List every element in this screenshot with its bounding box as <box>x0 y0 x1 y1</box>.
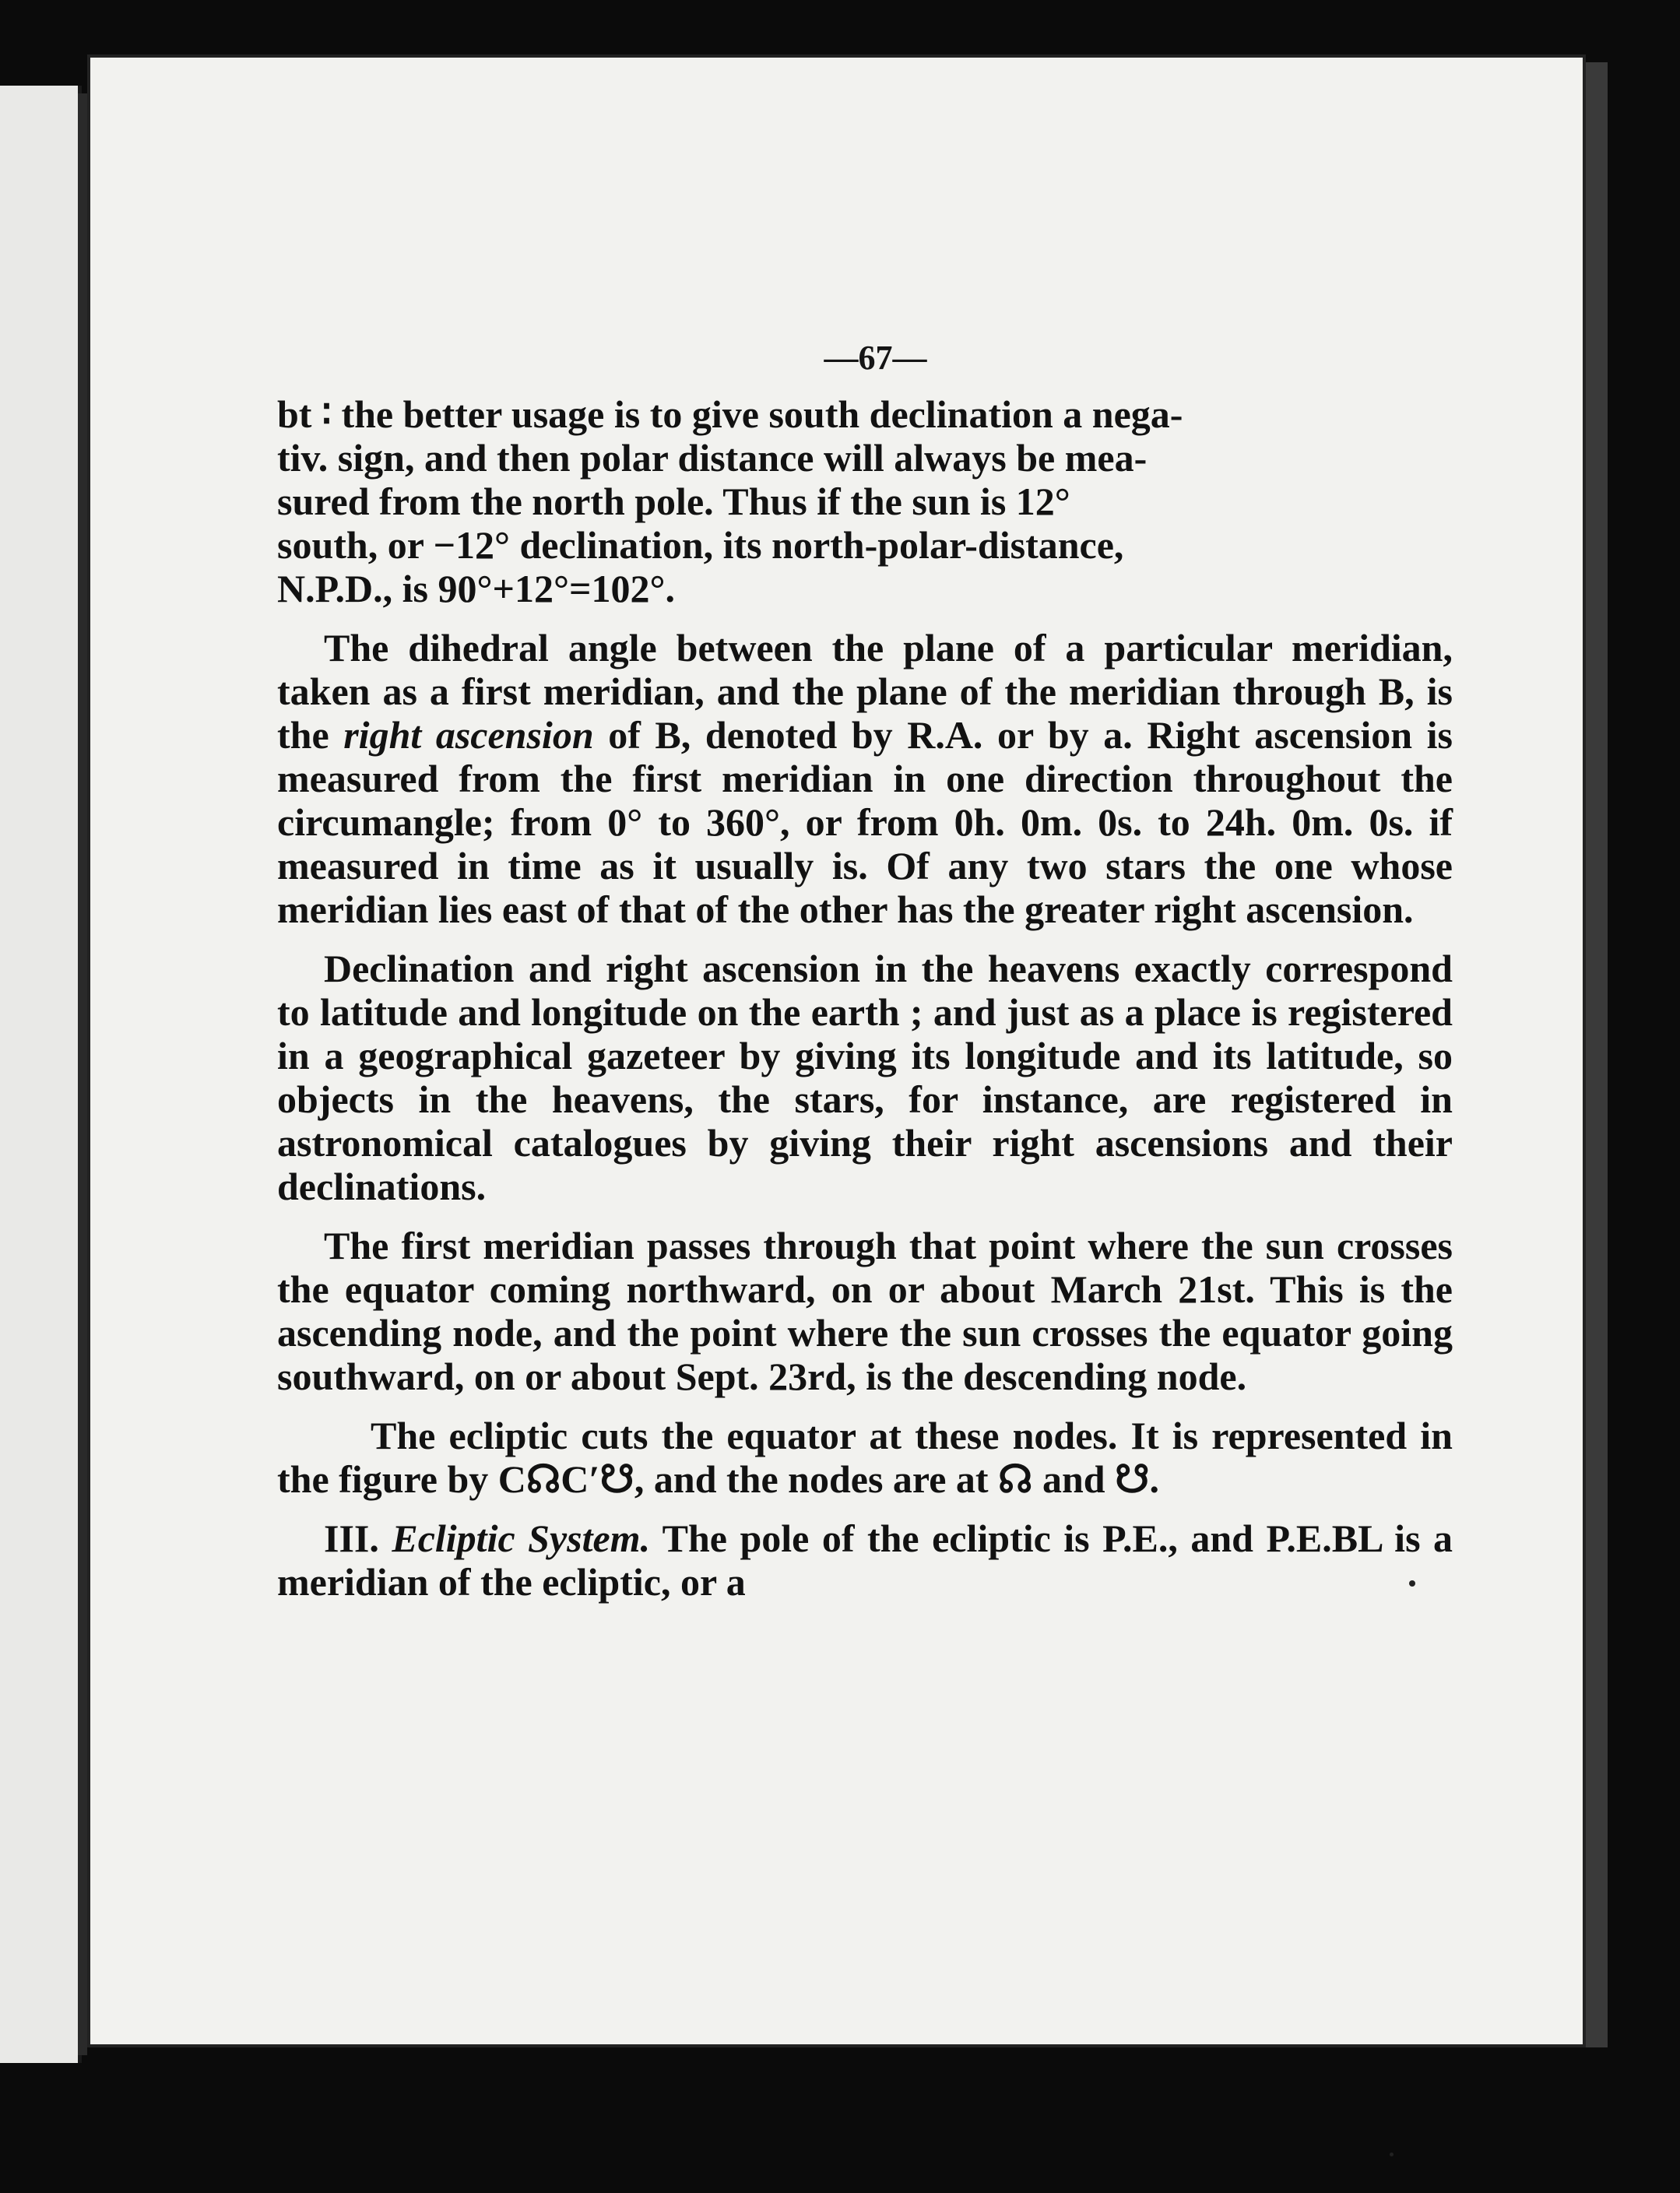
paragraph-2-text-b: of B, denoted by R.A. or by a. Right ascension is measured from the first meridian in one direction throughout the circumangle; from 0° to 360°, or from 0h. 0m. 0s. to 24h. 0m. 0s. if measured in time as it usually is. Of any two stars the one whose meridian lies east of that of the other has the greater right ascension. <box>277 713 1453 931</box>
paragraph-4: The first meridian passes through that point where the sun crosses the equator coming northward, on or about March 21st. This is the ascending node, and the point where the sun crosses the equator going southward, on or about Sept. 23rd, is the descending node. <box>277 1224 1453 1398</box>
book-page <box>87 54 1586 2047</box>
paragraph-1 <box>277 392 1453 610</box>
line: tiv. sign, and then polar distance will always be mea- <box>277 436 1148 480</box>
left-page-edge <box>0 86 82 2063</box>
paragraph-5: The ecliptic cuts the equator at these nodes. It is represented in the figure by C☊C′☋, and the nodes are at ☊ and ☋. <box>277 1414 1453 1501</box>
section-number: III. <box>324 1516 379 1560</box>
page-number: —67— <box>824 339 927 377</box>
paragraph-2-text-a: The dihedral angle between the plane of a particular meridian, taken as a first meridian, and the plane of the meridian through B, is the <box>277 626 1453 757</box>
paragraph-2 <box>277 626 1453 931</box>
paragraph-6-text: The pole of the ecliptic is P.E., and P.E.BL is a meridian of the ecliptic, or a <box>277 1516 1453 1604</box>
paragraph-2-emphasis: right ascension <box>343 713 594 757</box>
book-gutter <box>78 93 87 2055</box>
line: south, or −12° declination, its north-polar-distance, <box>277 523 1124 567</box>
ink-speck <box>1409 1580 1415 1587</box>
body-text <box>277 392 1453 1619</box>
line: sured from the north pole. Thus if the sun is 12° <box>277 480 1070 523</box>
paragraph-6 <box>277 1516 1453 1604</box>
ink-speck <box>1390 2153 1394 2156</box>
line: N.P.D., is 90°+12°=102°. <box>277 567 675 610</box>
section-title: Ecliptic System. <box>392 1516 651 1560</box>
paragraph-3: Declination and right ascension in the heavens exactly correspond to latitude and longitude on the earth ; and just as a place is registered in a geographical gazeteer by giving its longitude and its latitude, so objects in the heavens, the stars, for instance, are registered in astronomical catalogues by giving their right ascensions and their declinations. <box>277 947 1453 1208</box>
line: bt ∶ the better usage is to give south declination a nega- <box>277 392 1183 436</box>
